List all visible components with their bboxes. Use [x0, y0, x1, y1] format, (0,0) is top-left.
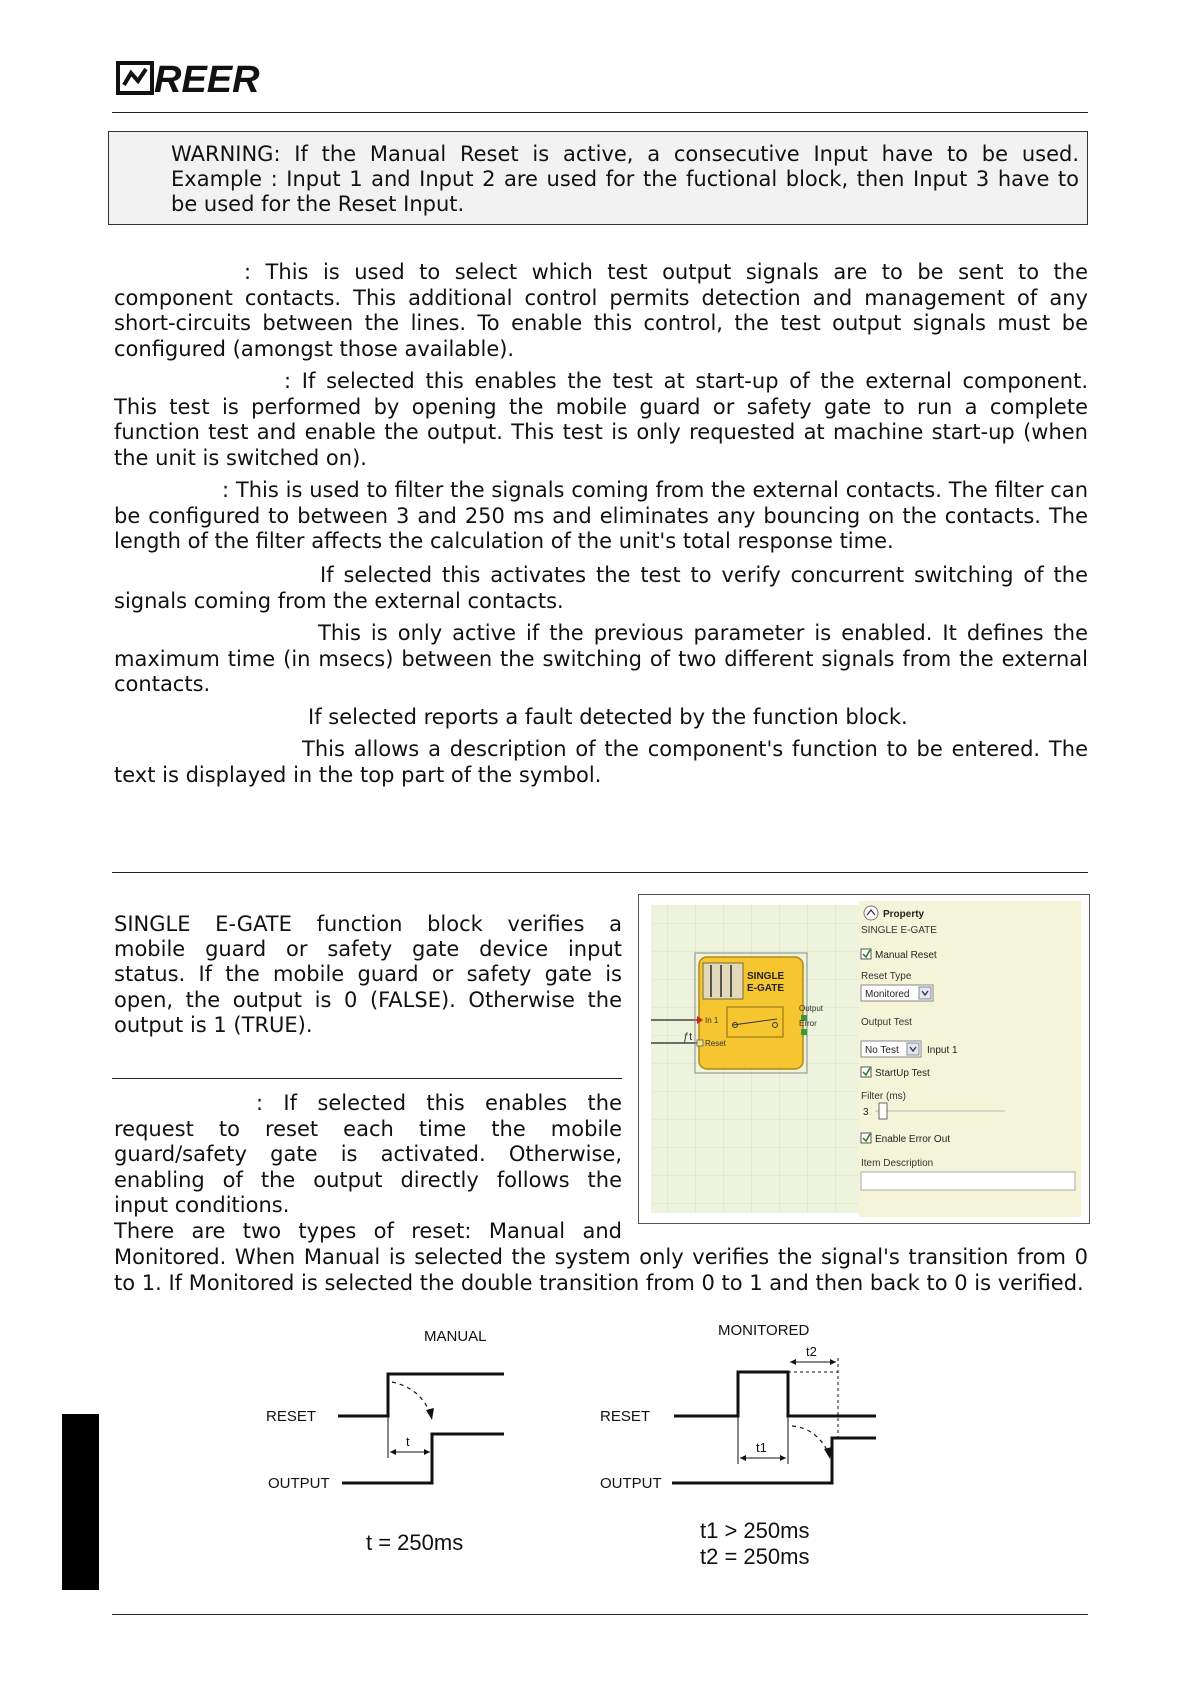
- manual-t-arrowhead: [390, 1449, 396, 1455]
- reset-type-dropdown-button[interactable]: [919, 987, 931, 999]
- reset-type-label: Reset Type: [861, 971, 912, 982]
- param-startup-test: : If selected this enables the test at start-up of the external component. This test is performed by opening the mobile guard or safety gate to run a complete function test and enable the output. This test is only requested at machine start-up (when the unit is switched on).: [114, 369, 1088, 470]
- chapter-tab: [62, 1414, 99, 1590]
- egate-intro-line: SINGLE E-GATE function block verifies a: [114, 912, 622, 936]
- param-item-description: This allows a description of the component's function to be entered. The text is displayed in the top part of the symbol.: [114, 737, 1088, 787]
- manual-output-label: OUTPUT: [268, 1475, 330, 1492]
- reset-line: enabling of the output directly follows the: [114, 1168, 622, 1192]
- enable-error-out-label: Enable Error Out: [875, 1134, 951, 1145]
- reset-label: Reset: [705, 1039, 726, 1048]
- output-test-value: No Test: [865, 1045, 899, 1056]
- startup-test-label: StartUp Test: [875, 1068, 930, 1079]
- property-title: Property: [883, 909, 925, 920]
- monitored-t2-label: t2: [806, 1344, 817, 1359]
- param-filter: : This is used to filter the signals coming from the external contacts. The filter can be configured to between 3 and 250 ms and eliminates any bouncing on the contacts. The length of the filter affects the calculation of the unit's total response time.: [114, 478, 1088, 553]
- in1-label: In 1: [705, 1016, 719, 1025]
- reer-logo: [116, 55, 266, 101]
- timing-diagrams: [250, 1318, 890, 1578]
- monitored-transition-arrow: [792, 1426, 828, 1452]
- reset-line: : If selected this enables the: [256, 1091, 622, 1115]
- item-description-input[interactable]: [861, 1172, 1075, 1190]
- block-title-1: SINGLE: [747, 971, 785, 982]
- monitored-t1-label: t1: [756, 1440, 767, 1455]
- egate-intro-line: open, the output is 0 (FALSE). Otherwise the: [114, 988, 622, 1012]
- manual-reset-signal: [338, 1374, 504, 1416]
- param-concurrence-time: This is only active if the previous parameter is enabled. It defines the maximum time (in msecs) between the switching of two different signals from the external contacts.: [114, 621, 1088, 696]
- param-output-test: : This is used to select which test output signals are to be sent to the component contacts. This additional control permits detection and management of any short-circuits between the lines. To enable this control, the test output signals must be configured (amongst those available).: [114, 260, 1088, 361]
- gate-icon: [703, 963, 743, 999]
- manual-t-arrowhead: [424, 1449, 430, 1455]
- output-test-dropdown-button[interactable]: [907, 1043, 919, 1055]
- manual-reset-label: RESET: [266, 1408, 317, 1425]
- reset-wire-symbol: ƒt: [683, 1031, 693, 1043]
- warning-box: [108, 131, 1088, 225]
- monitored-t1-arrowhead: [740, 1455, 746, 1461]
- monitored-reset-signal: [674, 1372, 876, 1416]
- reset-line: There are two types of reset: Manual and: [114, 1219, 622, 1243]
- designer-canvas: [639, 895, 1089, 1223]
- item-description-label: Item Description: [861, 1158, 934, 1169]
- monitored-caption-2: t2 = 250ms: [700, 1544, 810, 1569]
- monitored-reset-label: RESET: [600, 1408, 651, 1425]
- reset-pin[interactable]: [697, 1040, 703, 1046]
- monitored-t2-arrowhead: [830, 1359, 836, 1365]
- manual-transition-arrow: [392, 1382, 430, 1413]
- manual-reset-label: Manual Reset: [875, 950, 937, 961]
- monitored-output-signal: [672, 1438, 876, 1483]
- param-concurrence: If selected this activates the test to verify concurrent switching of the signals coming from the external contacts.: [114, 563, 1088, 613]
- manual-output-signal: [342, 1434, 504, 1483]
- manual-arrowhead: [426, 1408, 434, 1420]
- filter-value: 3: [863, 1107, 869, 1118]
- reset-line: request to reset each time the mobile: [114, 1117, 622, 1141]
- block-title-2: E-GATE: [747, 983, 785, 994]
- egate-intro-line: status. If the mobile guard or safety gate is: [114, 962, 622, 986]
- monitored-t1-arrowhead: [780, 1455, 786, 1461]
- footer-rule: [112, 1614, 1088, 1615]
- param-enable-error-out: If selected reports a fault detected by the function block.: [308, 705, 908, 729]
- manual-title: MANUAL: [424, 1328, 487, 1345]
- output-test-label: Output Test: [861, 1017, 912, 1028]
- monitored-title: MONITORED: [718, 1322, 810, 1339]
- reset-types-paragraph: Monitored. When Manual is selected the system only verifies the signal's transition from 0 to 1. If Monitored is selected the double transition from 0 to 1 and then back to 0 is verified.: [114, 1245, 1088, 1295]
- monitored-t2-arrowhead: [790, 1359, 796, 1365]
- error-pin[interactable]: [801, 1029, 807, 1035]
- property-panel: [859, 901, 1081, 1217]
- error-label: Error: [799, 1019, 817, 1028]
- reset-type-value: Monitored: [865, 989, 910, 1000]
- header-rule: [112, 112, 1088, 113]
- egate-intro-line: mobile guard or safety gate device input: [114, 937, 622, 961]
- reset-line: input conditions.: [114, 1193, 290, 1217]
- section-rule: [112, 872, 1088, 873]
- collapse-icon[interactable]: [864, 906, 878, 920]
- monitored-caption-1: t1 > 250ms: [700, 1518, 810, 1543]
- brand-name: REER: [154, 59, 260, 101]
- monitored-output-label: OUTPUT: [600, 1475, 662, 1492]
- manual-t-label: t: [406, 1434, 410, 1449]
- designer-screenshot: [638, 894, 1090, 1224]
- subsection-rule: [112, 1078, 622, 1079]
- egate-intro-line: output is 1 (TRUE).: [114, 1013, 313, 1037]
- output-test-input: Input 1: [927, 1045, 958, 1056]
- manual-caption: t = 250ms: [366, 1530, 464, 1555]
- output-label: Output: [799, 1004, 824, 1013]
- property-subtitle: SINGLE E-GATE: [861, 925, 937, 936]
- filter-label: Filter (ms): [861, 1091, 906, 1102]
- filter-slider-thumb[interactable]: [879, 1103, 887, 1119]
- reset-line: guard/safety gate is activated. Otherwise,: [114, 1142, 622, 1166]
- warning-text: WARNING: If the Manual Reset is active, a consecutive Input have to be used. Example : Input 1 and Input 2 are used for the fuctional block, then Input 3 have to be used for the Reset Input.: [171, 142, 1079, 216]
